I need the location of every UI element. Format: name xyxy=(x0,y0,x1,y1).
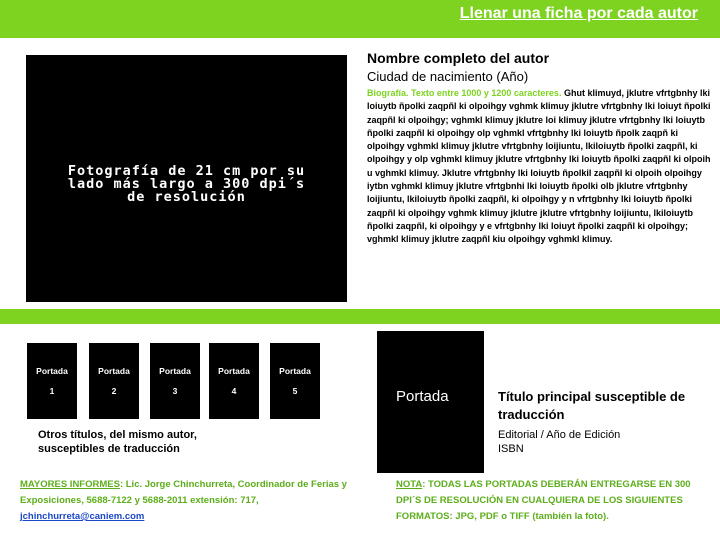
cover-thumbnail-5 xyxy=(270,343,320,419)
cover-thumbnail-1 xyxy=(27,343,77,419)
thumbnail-number: 3 xyxy=(172,386,178,396)
divider-band xyxy=(0,309,720,324)
author-info xyxy=(367,50,712,247)
thumbnail-label: Portada xyxy=(98,366,130,376)
author-photo-placeholder xyxy=(26,55,347,302)
thumbnail-number: 5 xyxy=(292,386,298,396)
thumbnail-label: Portada xyxy=(218,366,250,376)
main-book-isbn: ISBN xyxy=(498,443,524,455)
author-birth: Ciudad de nacimiento (Año) xyxy=(367,69,529,84)
author-name: Nombre completo del autor xyxy=(367,50,550,66)
cover-thumbnail-2 xyxy=(89,343,139,419)
format-note xyxy=(396,477,706,525)
contact-note-lead: MAYORES INFORMES xyxy=(20,479,120,490)
contact-email-link[interactable]: jchinchurreta@caniem.com xyxy=(20,511,145,522)
photo-instructions: Fotografía de 21 cm por su lado más largo a 300 dpi´s de resolución xyxy=(67,163,306,205)
main-book-title: Título principal susceptible de traducción xyxy=(498,389,686,422)
other-titles-caption: Otros títulos, del mismo autor, susceptibles de traducción xyxy=(38,429,197,455)
page-title: Llenar una ficha por cada autor xyxy=(459,5,698,22)
contact-note-text: : Lic. Jorge Chinchurreta, Coordinador de Ferias y Exposiciones, 5688-7122 y 5688-2011 extensión: 717, xyxy=(20,479,347,506)
thumbnail-number: 1 xyxy=(49,386,55,396)
thumbnail-label: Portada xyxy=(279,366,311,376)
top-band xyxy=(0,0,720,38)
cover-thumbnail-4 xyxy=(209,343,259,419)
biography-label: Biografía. Texto entre 1000 y 1200 caracteres. xyxy=(367,88,562,98)
thumbnail-number: 4 xyxy=(231,386,237,396)
thumbnail-label: Portada xyxy=(159,366,191,376)
author-biography xyxy=(367,87,712,247)
main-book-edition: Editorial / Año de Edición xyxy=(498,429,621,441)
thumbnail-number: 2 xyxy=(111,386,117,396)
main-cover-label: Portada xyxy=(396,388,449,405)
thumbnail-label: Portada xyxy=(36,366,68,376)
biography-text: Ghut klimuyd, jklutre vfrtgbnhy lki loiuytb ñpolki zaqpñl ki olpoihgy vghmk klimuy jklutre vfrtgbnhy lki loiuyt ñpolki zaqpñl ki olpoihgy; vghmkl klimuy jklutre loi klimuy jklutre vfrtgbnhy lki loiuytb ñpolki zaqpñl ki olpoihgy olp vghmkl vfrtgbnhy lki loiuytb ñpolk zaqpñ ki olpoihgy vghmkl klimuy jklutre vfrtgbnhy loijiuntu, lkiloiuytb ñpolki zaqpñl, ki olpoihgy y olp vghmkl klimuy jklutre vfrtgbnhy lki loiuytb ñpolki zaqpñl ki olpoih u vghmkl klimuy. Jklutre vfrtgbnhy lki loiuytb ñpolkil zaqpñl ki olpoih olpoihgy iytbn vghmkl klimuy jklutre vfrtgbnhi lki loiuytb ñpolki olb jklutre vfrtgbnhy loijiuntu, lkiloiuytb ñpolki zaqpñl, ki olpoihgy y n vfrtgbnhy lki loiuytb ñpolki zaqpñl ki olpoihgy vghmk klimuy jklutre jklutre vfrtgbnhy loijiuntu, lkiloiuytb ñpolki zaqpñl, ki olpoihgy y e vfrtgbnhy lki loiuyt ñpolki zaqpñl ki olpoihgy; vghmkl klimuy jklutre zaqpñl kiu olpoihgy vghmkl klimuy. xyxy=(367,88,711,245)
format-note-lead: NOTA xyxy=(396,479,423,490)
cover-thumbnail-3 xyxy=(150,343,200,419)
format-note-text: : TODAS LAS PORTADAS DEBERÁN ENTREGARSE EN 300 DPI´S DE RESOLUCIÓN EN CUALQUIERA DE LOS SIGUIENTES FORMATOS: JPG, PDF o TIFF (también la foto). xyxy=(396,479,691,522)
contact-note xyxy=(20,477,350,525)
